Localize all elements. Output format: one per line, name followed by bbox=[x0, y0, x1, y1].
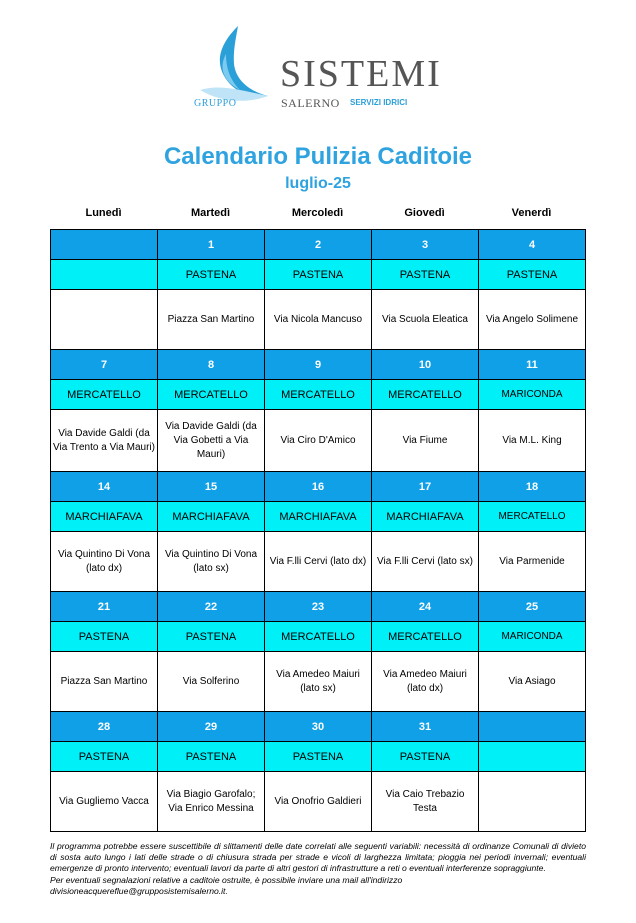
date-cell: 25 bbox=[479, 592, 586, 622]
street-cell: Via Quintino Di Vona (lato sx) bbox=[158, 532, 265, 592]
zone-cell: MARCHIAFAVA bbox=[372, 502, 479, 532]
zone-cell: MERCATELLO bbox=[158, 380, 265, 410]
date-cell: 21 bbox=[51, 592, 158, 622]
zone-cell: MARCHIAFAVA bbox=[51, 502, 158, 532]
weekday-header: Martedì bbox=[190, 207, 231, 219]
street-row bbox=[51, 532, 586, 592]
street-cell: Via Solferino bbox=[158, 652, 265, 712]
contact-email-link[interactable]: divisioneacquereflue@grupposistemisalerno.it. bbox=[50, 885, 228, 896]
zone-cell: MARCHIAFAVA bbox=[265, 502, 372, 532]
zone-cell: PASTENA bbox=[158, 622, 265, 652]
street-cell bbox=[51, 290, 158, 350]
zone-cell: PASTENA bbox=[265, 260, 372, 290]
street-row bbox=[51, 652, 586, 712]
zone-cell: MARICONDA bbox=[479, 380, 586, 410]
street-cell: Via F.lli Cervi (lato sx) bbox=[372, 532, 479, 592]
street-cell bbox=[479, 772, 586, 832]
street-cell: Via Caio Trebazio Testa bbox=[372, 772, 479, 832]
date-cell: 15 bbox=[158, 472, 265, 502]
zone-cell: MARICONDA bbox=[479, 622, 586, 652]
date-row bbox=[51, 592, 586, 622]
logo-salerno-text: SALERNO bbox=[281, 96, 340, 110]
zone-cell bbox=[479, 742, 586, 772]
zone-cell: PASTENA bbox=[158, 260, 265, 290]
date-cell: 9 bbox=[265, 350, 372, 380]
date-cell bbox=[51, 230, 158, 260]
weekday-header: Mercoledì bbox=[291, 207, 344, 219]
date-cell: 31 bbox=[372, 712, 479, 742]
weekday-header: Venerdì bbox=[511, 207, 552, 219]
date-row bbox=[51, 712, 586, 742]
weekday-header-row bbox=[50, 207, 585, 219]
footnotes bbox=[50, 841, 586, 897]
street-cell: Via Davide Galdi (da Via Gobetti a Via Mauri) bbox=[158, 410, 265, 472]
date-row bbox=[51, 350, 586, 380]
street-cell: Via Davide Galdi (da Via Trento a Via Mauri) bbox=[51, 410, 158, 472]
street-cell: Piazza San Martino bbox=[158, 290, 265, 350]
zone-cell: PASTENA bbox=[479, 260, 586, 290]
company-logo bbox=[190, 24, 442, 114]
report-instructions-text: Per eventuali segnalazioni relative a caditoie ostruite, è possibile inviare una mail all'indirizzo bbox=[50, 874, 403, 885]
date-cell: 29 bbox=[158, 712, 265, 742]
zone-cell: PASTENA bbox=[158, 742, 265, 772]
date-cell: 2 bbox=[265, 230, 372, 260]
date-cell: 11 bbox=[479, 350, 586, 380]
zone-cell: MERCATELLO bbox=[51, 380, 158, 410]
zone-row bbox=[51, 742, 586, 772]
zone-cell: MERCATELLO bbox=[479, 502, 586, 532]
date-cell: 14 bbox=[51, 472, 158, 502]
street-cell: Via M.L. King bbox=[479, 410, 586, 472]
zone-cell: MERCATELLO bbox=[265, 622, 372, 652]
street-cell: Via Fiume bbox=[372, 410, 479, 472]
month-label: luglio-25 bbox=[285, 175, 351, 192]
street-cell: Via Angelo Solimene bbox=[479, 290, 586, 350]
logo-sistemi-text: SISTEMI bbox=[280, 53, 442, 95]
zone-row bbox=[51, 502, 586, 532]
date-cell: 1 bbox=[158, 230, 265, 260]
street-cell: Via Amedeo Maiuri (lato dx) bbox=[372, 652, 479, 712]
date-cell: 18 bbox=[479, 472, 586, 502]
weekday-header: Lunedì bbox=[85, 207, 122, 219]
street-row bbox=[51, 290, 586, 350]
zone-cell: PASTENA bbox=[372, 260, 479, 290]
date-cell: 7 bbox=[51, 350, 158, 380]
zone-cell: PASTENA bbox=[265, 742, 372, 772]
zone-cell: MERCATELLO bbox=[372, 380, 479, 410]
street-cell: Via Scuola Eleatica bbox=[372, 290, 479, 350]
logo-gruppo-text: GRUPPO bbox=[194, 98, 237, 109]
zone-row bbox=[51, 380, 586, 410]
street-cell: Via Gugliemo Vacca bbox=[51, 772, 158, 832]
date-cell: 4 bbox=[479, 230, 586, 260]
street-row bbox=[51, 772, 586, 832]
logo-servizi-text: SERVIZI IDRICI bbox=[350, 98, 408, 107]
zone-cell: PASTENA bbox=[372, 742, 479, 772]
weekday-header: Giovedì bbox=[404, 207, 445, 219]
zone-cell: MERCATELLO bbox=[372, 622, 479, 652]
zone-cell: PASTENA bbox=[51, 742, 158, 772]
date-cell: 16 bbox=[265, 472, 372, 502]
date-cell: 10 bbox=[372, 350, 479, 380]
date-cell bbox=[479, 712, 586, 742]
cleaning-calendar-table bbox=[50, 229, 586, 832]
street-cell: Via Biagio Garofalo; Via Enrico Messina bbox=[158, 772, 265, 832]
date-cell: 30 bbox=[265, 712, 372, 742]
disclaimer-text: Il programma potrebbe essere suscettibile di slittamenti delle date correlati alle seguenti variabili: necessità di ordinanze Comunali di divieto di sosta auto lungo i lati delle strade o di chiusura strada per strade e vicoli di larghezza limitata; pioggia nei periodi invernali; eventuali emergenze di pronto intervento; eventuali lavori da parte di altri gestori di infrastrutture a reti o eventuali interferenze sopraggiunte. bbox=[50, 841, 586, 874]
date-cell: 28 bbox=[51, 712, 158, 742]
street-cell: Via Asiago bbox=[479, 652, 586, 712]
zone-row bbox=[51, 622, 586, 652]
date-cell: 17 bbox=[372, 472, 479, 502]
date-row bbox=[51, 230, 586, 260]
zone-cell: MERCATELLO bbox=[265, 380, 372, 410]
street-cell: Via F.lli Cervi (lato dx) bbox=[265, 532, 372, 592]
date-row bbox=[51, 472, 586, 502]
street-cell: Via Parmenide bbox=[479, 532, 586, 592]
date-cell: 23 bbox=[265, 592, 372, 622]
date-cell: 22 bbox=[158, 592, 265, 622]
street-cell: Via Onofrio Galdieri bbox=[265, 772, 372, 832]
zone-cell: MARCHIAFAVA bbox=[158, 502, 265, 532]
street-cell: Via Amedeo Maiuri (lato sx) bbox=[265, 652, 372, 712]
street-row bbox=[51, 410, 586, 472]
zone-cell: PASTENA bbox=[51, 622, 158, 652]
date-cell: 3 bbox=[372, 230, 479, 260]
zone-row bbox=[51, 260, 586, 290]
street-cell: Piazza San Martino bbox=[51, 652, 158, 712]
street-cell: Via Nicola Mancuso bbox=[265, 290, 372, 350]
zone-cell bbox=[51, 260, 158, 290]
street-cell: Via Ciro D'Amico bbox=[265, 410, 372, 472]
date-cell: 24 bbox=[372, 592, 479, 622]
page-title: Calendario Pulizia Caditoie bbox=[163, 143, 473, 170]
street-cell: Via Quintino Di Vona (lato dx) bbox=[51, 532, 158, 592]
date-cell: 8 bbox=[158, 350, 265, 380]
